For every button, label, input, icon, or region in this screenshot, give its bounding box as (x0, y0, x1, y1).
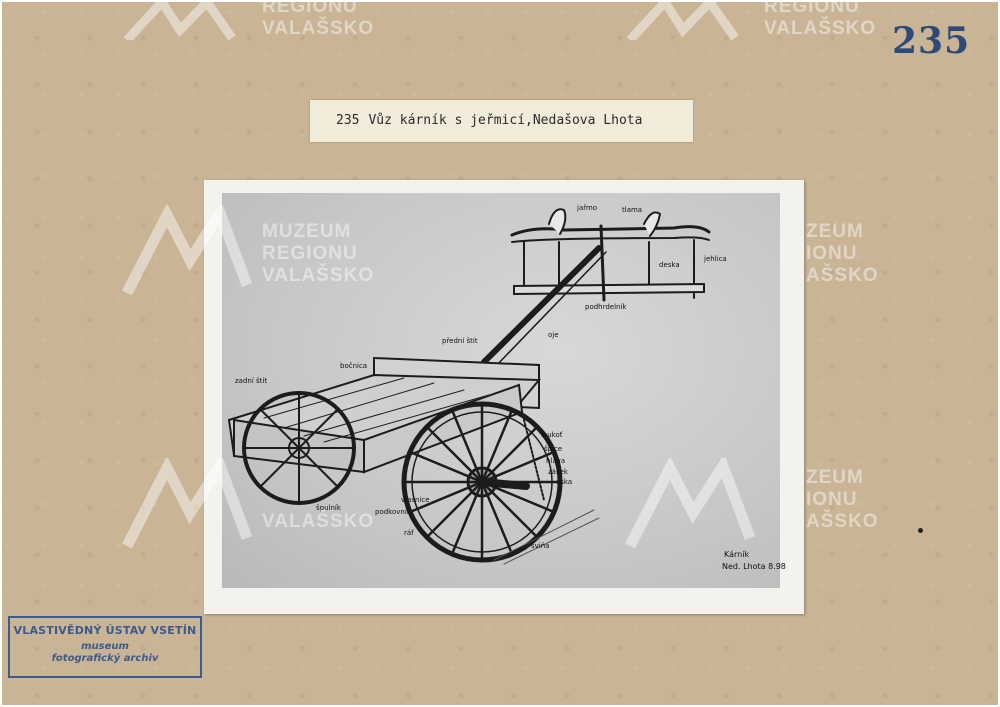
label-hlava: hlava (546, 457, 566, 465)
label-predni-stit: přední štít (442, 337, 478, 345)
museum-logo-watermark-top-right (625, 0, 755, 40)
label-spulnik: špulník (316, 504, 341, 512)
label-zadni-stit: zadní štít (235, 377, 268, 385)
label-vlasnice: vlasnice (401, 496, 430, 504)
label-podkovnik: podkovník (375, 508, 411, 516)
watermark-text-mid-right: ZEUM IONU AŠSKO (806, 221, 879, 286)
paper-mark (918, 528, 923, 533)
mounted-photograph (204, 180, 804, 614)
label-tlama: tlama (622, 206, 643, 214)
watermark-text-bottom-right: ZEUM IONU AŠSKO (806, 467, 879, 532)
card-number: 235 (892, 20, 971, 62)
label-jehlica: jehlica (704, 255, 727, 263)
caption-text: Vůz kárník s jeřmicí,Nedašova Lhota (368, 113, 643, 128)
signature-title: Kárník (724, 550, 750, 559)
label-jarmo: jařmo (577, 204, 598, 212)
label-spice: špice (544, 445, 563, 453)
caption-label (310, 100, 693, 142)
watermark-text-top-right: REGIONU VALAŠSKO (764, 0, 877, 39)
label-loukot: loukoť (541, 431, 563, 439)
stamp-museum: museum (81, 641, 129, 652)
label-deska: deska (659, 261, 680, 269)
stamp-archive: fotografický archiv (51, 653, 159, 664)
signature-place-date: Ned. Lhota 8.98 (722, 562, 786, 571)
label-oska: oska (556, 478, 573, 486)
label-raf: ráf (404, 529, 414, 537)
watermark-text-top-left: REGIONU VALAŠSKO (262, 0, 375, 39)
watermark-text-bottom-left: VALAŠSKO (262, 511, 375, 532)
watermark-text-mid-left: MUZEUM REGIONU VALAŠSKO (262, 221, 375, 286)
archive-stamp (8, 616, 202, 678)
stamp-institution: VLASTIVĚDNÝ ÚSTAV VSETÍN (13, 624, 197, 637)
label-svina: sviňa (531, 542, 550, 550)
label-zasek: zásek (548, 468, 568, 476)
museum-logo-watermark-top-left (122, 0, 252, 40)
caption-number: 235 (336, 113, 360, 128)
wagon-illustration (204, 180, 804, 614)
label-podhrdelnik: podhrdelník (585, 303, 627, 311)
label-bocnica: bočnica (340, 362, 368, 370)
label-oje: oje (548, 331, 559, 339)
